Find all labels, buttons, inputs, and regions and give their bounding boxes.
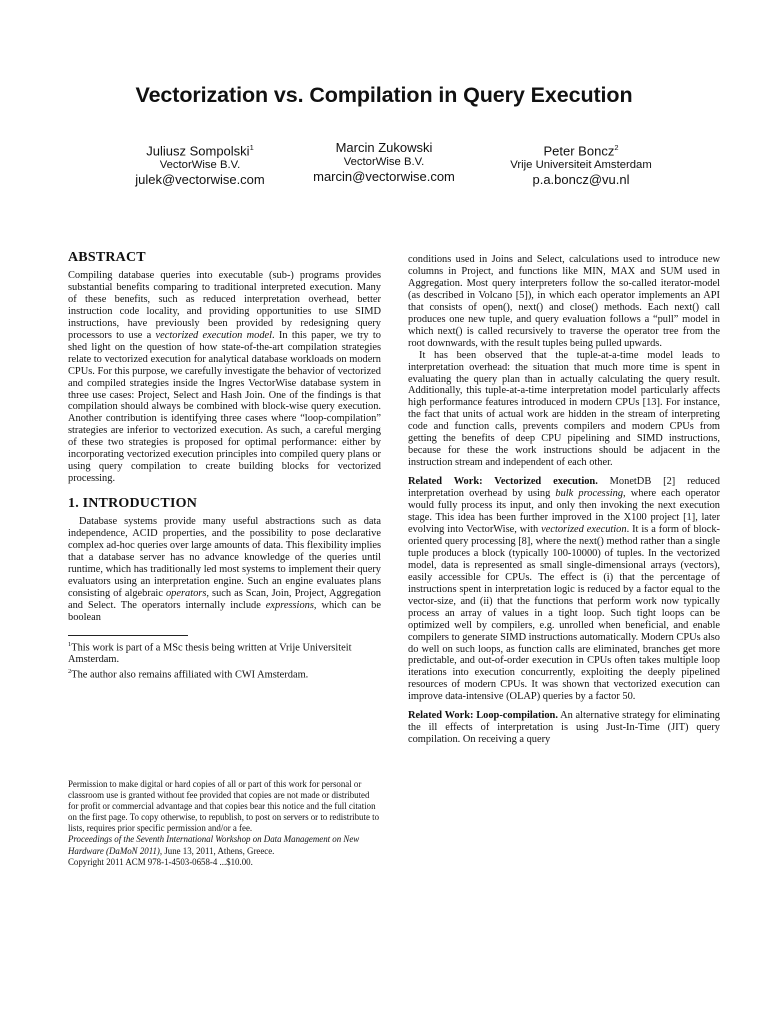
left-column	[68, 250, 381, 682]
author-name: Peter Boncz$^2$	[543, 143, 619, 159]
footnote-rule	[68, 635, 188, 636]
right-column	[408, 254, 720, 746]
author-2	[294, 140, 474, 184]
introduction-heading: 1. INTRODUCTION	[68, 496, 198, 512]
author-affiliation: Vrije Universiteit Amsterdam	[510, 159, 652, 172]
author-affiliation: VectorWise B.V.	[159, 159, 241, 172]
author-email: julek@vectorwise.com	[135, 172, 265, 188]
footnote-2: $^2$The author also remains affiliated with CWI Amsterdam.	[68, 668, 309, 681]
proceedings-line: Proceedings of the Seventh International Workshop on Data Management on New Hardware (DaMoN 2011), June 13, 2011, Athens, Greece.	[68, 834, 360, 856]
author-email: p.a.boncz@vu.nl	[532, 172, 630, 188]
author-name: Marcin Zukowski	[335, 140, 433, 155]
author-name: Juliusz Sompolski$^1$	[146, 143, 254, 159]
related-work-vectorized-paragraph: Related Work: Vectorized execution. MonetDB [2] reduced interpretation overhead by using bulk processing, where each operator would fully process its input, and only then invoking the next execution stage. This idea has been further improved in the X100 project [1], later evolving into VectorWise, with vectorized execution. It is a form of block-oriented query processing [8], where the next() method rather than a single tuple produces a block (typically 100-10000) of tuples. In the vectorized model, data is represented as small single-dimensional arrays (vectors), easily accessible for CPUs. The effect is (i) that the percentage of instructions spent in interpretation logic is reduced by a factor equal to the vector-size, and (ii) that the functions that perform work now typically process an array of values in a tight loop. Such tight loops can be optimized well by compilers, e.g. unrolled when beneficial, and enable compilers to generate SIMD instructions automatically. Modern CPUs also do well on such loops, as function calls are eliminated, branches get more predictable, and out-of-order execution in CPUs often takes multiple loop iterations into execution concurrently, exploiting the deeply pipelined resources of modern CPUs. It was shown that vectorized execution can improve data-intensive (OLAP) queries by a factor 50.	[408, 476, 721, 703]
permission-notice	[68, 779, 381, 868]
footnote-1: $^1$This work is part of a MSc thesis being written at Vrije Universiteit Amsterdam.	[68, 640, 352, 666]
author-1	[110, 140, 290, 187]
paper-title: Vectorization vs. Compilation in Query Execution	[135, 83, 633, 107]
footnote-marker: 2	[614, 143, 619, 152]
introduction-paragraph: Database systems provide many useful abstractions such as data independence, ACID properties, and the possibility to pose declarative complex ad-hoc queries over large amounts of data. This flexibility implies that a database server has no advance knowledge of the queries until runtime, which has traditionally led most systems to implement their query evaluators using an interpretation engine. Such an engine evaluates plans consisting of algebraic operators, such as Scan, Join, Project, Aggregation and Select. The operators internally include expressions, which can be boolean	[68, 516, 381, 623]
body-paragraph: conditions used in Joins and Select, calculations used to introduce new columns in Project, and functions like MIN, MAX and SUM used in Aggregation. Most query interpreters follow the so-called iterator-model (as described in Volcano [5]), in which each operator implements an API that consists of open(), next() and close() methods. Each next() call produces one new tuple, and query evaluation follows a “pull” model in which next() is called recursively to traverse the operator tree from the root downwards, with the result tuples being pulled upwards.	[408, 254, 720, 349]
author-affiliation: VectorWise B.V.	[343, 156, 425, 168]
permission-text: Permission to make digital or hard copies of all or part of this work for personal or classroom use is granted without fee provided that copies are not made or distributed for profit or commercial advantage and that copies bear this notice and the full citation on the first page. To copy otherwise, to republish, to post on servers or to redistribute to lists, requires prior specific permission and/or a fee.	[68, 779, 380, 834]
abstract-text: Compiling database queries into executable (sub-) programs provides substantial benefits comparing to traditional interpreted execution. Many of these benefits, such as reduced interpretation overhead, better instruction code locality, and providing opportunities to use SIMD instructions, have previously been provided by redesigning query processors to use a vectorized execution model. In this paper, we try to shed light on the question of how state-of-the-art compilation strategies relate to vectorized execution for analytical database workloads on modern CPUs. For this purpose, we carefully investigate the behavior of vectorized and compiled strategies inside the Ingres VectorWise database system in three use cases: Project, Select and Hash Join. One of the findings is that compilation should always be combined with block-wise query execution. Another contribution is identifying three cases where “loop-compilation” strategies are inferior to vectorized execution. As such, a careful merging of these two strategies is proposed for optimal performance: either by incorporating vectorized execution principles into compiled query plans or using query compilation to create building blocks for vectorized processing.	[68, 270, 381, 485]
footnote-marker: 1	[249, 143, 254, 152]
body-paragraph: It has been observed that the tuple-at-a-time model leads to interpretation overhead: the situation that much more time is spent in evaluating the query plan than in actually calculating the query result. Additionally, this tuple-at-a-time interpretation model particularly affects high performance features introduced in modern CPUs [13]. For instance, the fact that units of actual work are hidden in the stream of interpreting code and function calls, prevents compilers and modern CPUs from getting the benefits of deep CPU pipelining and SIMD instructions, because for these the work instructions should be adjacent in the instruction stream and independent of each other.	[408, 349, 720, 469]
related-work-compilation-paragraph: Related Work: Loop-compilation. An alternative strategy for eliminating the ill effects of interpretation is using Just-In-Time (JIT) query compilation. On receiving a query	[408, 710, 720, 746]
abstract-heading: ABSTRACT	[68, 250, 146, 265]
copyright-line: Copyright 2011 ACM 978-1-4503-0658-4 ...$10.00.	[68, 856, 253, 867]
author-block	[0, 140, 768, 190]
author-3	[486, 140, 676, 187]
author-email: marcin@vectorwise.com	[313, 169, 455, 184]
